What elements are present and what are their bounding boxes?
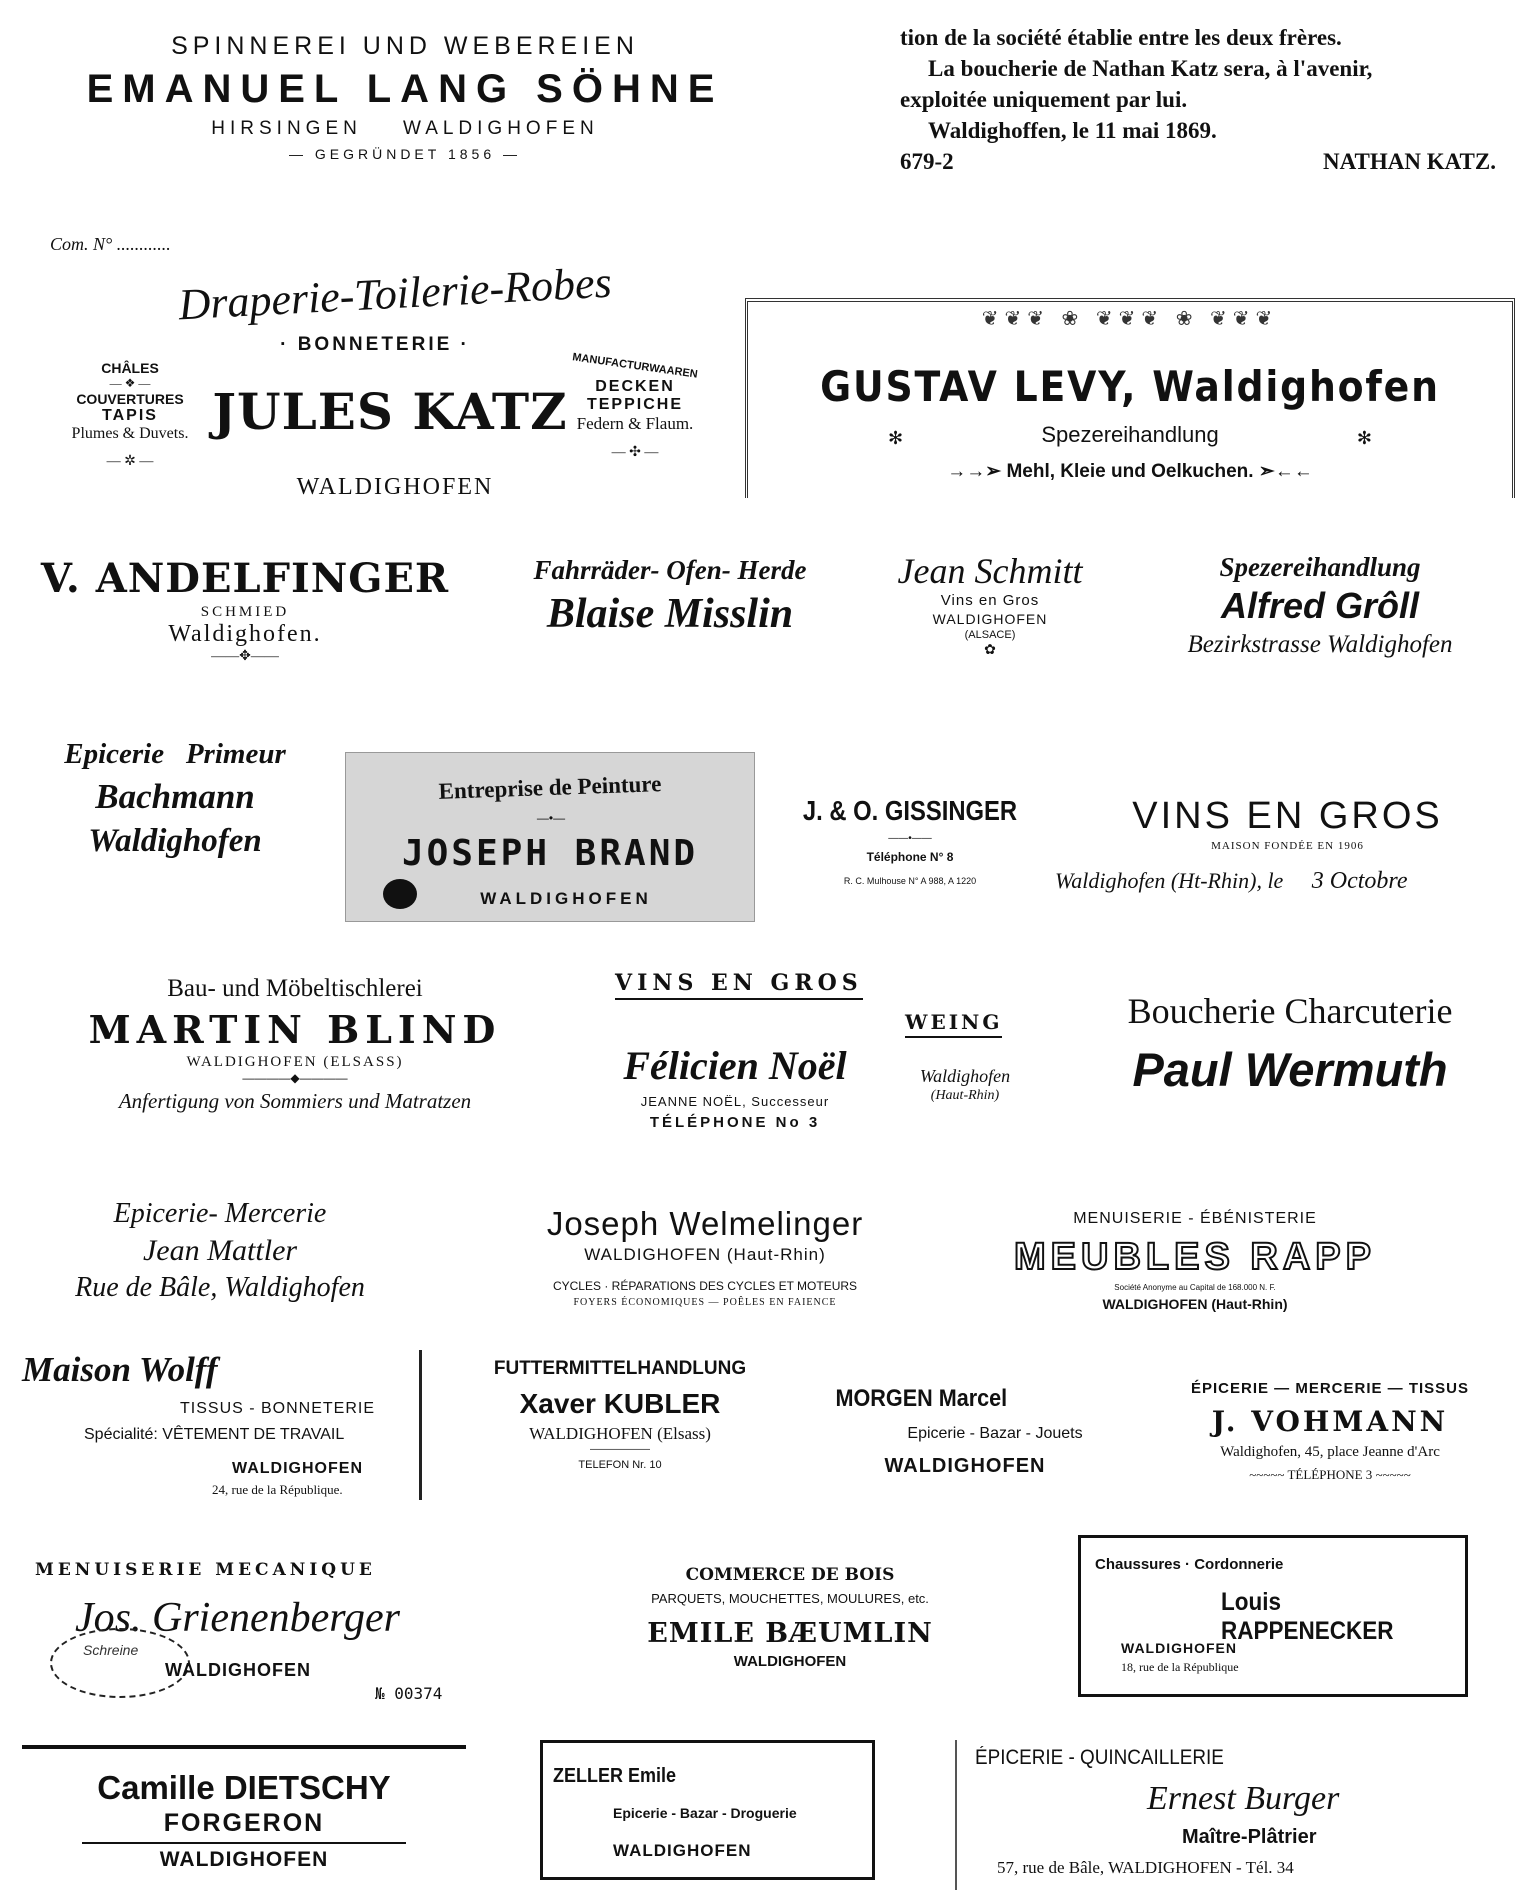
vohmann-phone-line: ~~~~~ TÉLÉPHONE 3 ~~~~~ bbox=[1249, 1467, 1411, 1482]
vohmann-phone: TÉLÉPHONE 3 bbox=[1287, 1467, 1373, 1482]
katz-notice bbox=[900, 22, 1520, 172]
gissinger-reg: R. C. Mulhouse N° A 988, A 1220 bbox=[843, 876, 977, 886]
letterhead-brand bbox=[345, 752, 755, 922]
blind-trade: Bau- und Möbeltischlerei bbox=[167, 975, 423, 1002]
grienenberger-city: WALDIGHOFEN bbox=[165, 1660, 311, 1680]
rapp-capital: Société Anonyme au Capital de 168.000 N. F. bbox=[1114, 1283, 1276, 1292]
brand-city: WALDIGHOFEN bbox=[480, 889, 652, 908]
blind-city: WALDIGHOFEN (ELSASS) bbox=[186, 1054, 404, 1070]
letterhead-ernest-burger bbox=[955, 1740, 1520, 1890]
rapp-trade: MENUISERIE - ÉBÉNISTERIE bbox=[1073, 1210, 1317, 1227]
letterhead-gissinger bbox=[770, 795, 1050, 905]
grienenberger-number: № 00374 bbox=[375, 1684, 443, 1703]
wolff-address: 24, rue de la République. bbox=[212, 1482, 343, 1497]
lang-founded: — GEGRÜNDET 1856 — bbox=[288, 146, 521, 162]
noel-name: Félicien Noël bbox=[623, 1043, 847, 1088]
letterhead-jean-mattler bbox=[30, 1198, 410, 1328]
baeumlin-name: EMILE BÆUMLIN bbox=[647, 1618, 933, 1649]
wermuth-trade: Boucherie Charcuterie bbox=[1127, 991, 1453, 1031]
letterhead-emanuel-lang bbox=[20, 28, 790, 178]
jules-ornament-r: — ✣ — bbox=[611, 445, 659, 460]
lang-places: HIRSINGEN WALDIGHOFEN bbox=[211, 118, 599, 139]
mattler-name: Jean Mattler bbox=[142, 1234, 298, 1267]
blind-note: Anfertigung von Sommiers und Matratzen bbox=[118, 1089, 472, 1113]
vohmann-trade: ÉPICERIE — MERCERIE — TISSUS bbox=[1190, 1380, 1470, 1397]
wermuth-name: Paul Wermuth bbox=[1132, 1043, 1448, 1096]
morgen-name: MORGEN Marcel bbox=[835, 1385, 1008, 1412]
baeumlin-trade: COMMERCE DE BOIS bbox=[685, 1565, 895, 1585]
jules-left4: Plumes & Duvets. bbox=[71, 425, 189, 442]
misslin-name: Blaise Misslin bbox=[546, 591, 794, 637]
wolff-city: WALDIGHOFEN bbox=[232, 1460, 363, 1477]
zeller-city: WALDIGHOFEN bbox=[613, 1841, 752, 1860]
jules-right-column bbox=[545, 351, 725, 461]
andelfinger-trade: SCHMIED bbox=[200, 604, 290, 620]
schmitt-city: WALDIGHOFEN bbox=[932, 611, 1048, 627]
letterhead-groll bbox=[1130, 552, 1510, 692]
letterhead-morgen-marcel bbox=[800, 1385, 1130, 1495]
letterhead-felicien-noel bbox=[615, 970, 1035, 1140]
levy-top-ornament: ❦❦❦ ❀ ❦❦❦ ❀ ❦❦❦ bbox=[981, 308, 1279, 330]
rappenecker-name: Louis RAPPENECKER bbox=[1221, 1588, 1394, 1645]
schmitt-region: (ALSACE) bbox=[964, 629, 1016, 641]
levy-star-left: ✻ bbox=[888, 428, 904, 448]
letterhead-emile-baeumlin bbox=[600, 1565, 980, 1705]
dietschy-rule bbox=[82, 1842, 406, 1844]
welmelinger-line1: CYCLES · RÉPARATIONS DES CYCLES ET MOTEURS bbox=[552, 1279, 858, 1293]
letterhead-vins-en-gros bbox=[1055, 795, 1520, 920]
schmitt-name: Jean Schmitt bbox=[897, 551, 1083, 591]
kubler-name: Xaver KUBLER bbox=[519, 1388, 721, 1419]
gissinger-name: J. & O. GISSINGER bbox=[802, 795, 1018, 826]
burger-address: 57, rue de Bâle, WALDIGHOFEN - Tél. 34 bbox=[997, 1858, 1294, 1877]
welmelinger-city: WALDIGHOFEN (Haut-Rhin) bbox=[584, 1245, 826, 1264]
lang-top-line: SPINNEREI UND WEBEREIEN bbox=[171, 32, 639, 60]
rapp-city: WALDIGHOFEN (Haut-Rhin) bbox=[1102, 1296, 1288, 1312]
letterhead-vohmann bbox=[1145, 1380, 1515, 1500]
welmelinger-name: Joseph Welmelinger bbox=[546, 1205, 864, 1242]
jules-city: WALDIGHOFEN bbox=[296, 474, 494, 500]
dietschy-trade: FORGERON bbox=[163, 1809, 325, 1837]
jules-company-name: JULES KATZ bbox=[212, 382, 568, 441]
wolff-trade: TISSUS - BONNETERIE bbox=[180, 1400, 376, 1417]
grienenberger-trade: MENUISERIE MECANIQUE bbox=[35, 1560, 376, 1580]
kubler-trade: FUTTERMITTELHANDLUNG bbox=[493, 1358, 747, 1379]
jules-left-column bbox=[45, 360, 215, 470]
jules-com-no: Com. N° ............ bbox=[50, 234, 171, 254]
burger-name: Ernest Burger bbox=[1147, 1780, 1340, 1817]
zeller-trade: Epicerie - Bazar - Droguerie bbox=[613, 1805, 797, 1821]
andelfinger-name: V. ANDELFINGER bbox=[40, 555, 450, 602]
jules-left3: TAPIS bbox=[102, 407, 158, 424]
jules-right2: DECKEN bbox=[595, 378, 675, 395]
vins-place: Waldighofen (Ht-Rhin), le bbox=[1055, 868, 1284, 893]
burger-trade: ÉPICERIE - QUINCAILLERIE bbox=[975, 1746, 1224, 1769]
letterhead-paul-wermuth bbox=[1060, 990, 1520, 1120]
bachmann-trade: Epicerie Primeur bbox=[64, 738, 286, 770]
jules-subtitle: · BONNETERIE · bbox=[280, 334, 470, 355]
levy-company-name: GUSTAV LEVY, Waldighofen bbox=[820, 362, 1440, 411]
dietschy-city: WALDIGHOFEN bbox=[159, 1848, 329, 1871]
katz-notice-ref: 679-2 bbox=[900, 149, 954, 174]
levy-star-right: ✻ bbox=[1356, 428, 1372, 448]
letterhead-maison-wolff bbox=[22, 1350, 422, 1500]
wolff-special: Spécialité: VÊTEMENT DE TRAVAIL bbox=[84, 1426, 345, 1443]
rappenecker-trade: Chaussures · Cordonnerie bbox=[1095, 1556, 1284, 1573]
letterhead-camille-dietschy bbox=[22, 1745, 466, 1880]
letterhead-andelfinger bbox=[25, 555, 465, 695]
letterhead-bachmann bbox=[20, 738, 330, 898]
jules-right4: Federn & Flaum. bbox=[576, 414, 694, 433]
jules-left1: CHÂLES bbox=[101, 360, 159, 376]
blind-company-name: MARTIN BLIND bbox=[88, 1007, 502, 1052]
noel-successor: JEANNE NOËL, Successeur bbox=[640, 1094, 830, 1109]
kubler-phone: TELEFON Nr. 10 bbox=[578, 1459, 662, 1471]
groll-trade: Spezereihandlung bbox=[1219, 552, 1421, 582]
andelfinger-city: Waldighofen. bbox=[168, 621, 322, 647]
noel-title: VINS EN GROS bbox=[615, 970, 863, 1000]
gissinger-phone: Téléphone N° 8 bbox=[866, 850, 954, 864]
vins-title: VINS EN GROS bbox=[1132, 795, 1443, 837]
mattler-address: Rue de Bâle, Waldighofen bbox=[75, 1272, 365, 1303]
vins-founded: MAISON FONDÉE EN 1906 bbox=[1211, 840, 1364, 852]
zeller-name: ZELLER Emile bbox=[553, 1765, 677, 1787]
welmelinger-line2: FOYERS ÉCONOMIQUES — POÊLES EN FAIENCE bbox=[573, 1297, 837, 1308]
letterhead-rappenecker bbox=[1078, 1535, 1468, 1697]
katz-notice-line4: Waldighoffen, le 11 mai 1869. bbox=[928, 118, 1217, 143]
letterhead-misslin bbox=[490, 555, 850, 665]
levy-goods-text: Mehl, Kleie und Oelkuchen. bbox=[1006, 461, 1254, 482]
schmitt-ornament: ✿ bbox=[984, 641, 996, 657]
schmitt-trade: Vins en Gros bbox=[940, 592, 1040, 609]
baeumlin-goods: PARQUETS, MOUCHETTES, MOULURES, etc. bbox=[651, 1591, 929, 1606]
katz-notice-line2: La boucherie de Nathan Katz sera, à l'avenir, bbox=[928, 56, 1373, 81]
noel-phone: TÉLÉPHONE No 3 bbox=[649, 1114, 821, 1131]
letterhead-xaver-kubler bbox=[470, 1358, 770, 1508]
jules-com-no-text: Com. N° bbox=[50, 234, 113, 254]
blind-divider: ————◆———— bbox=[242, 1071, 348, 1085]
jules-title: Draperie-Toilerie-Robes bbox=[177, 257, 613, 330]
katz-notice-footer bbox=[900, 146, 1520, 177]
katz-notice-signature: NATHAN KATZ. bbox=[1323, 149, 1496, 174]
grienenberger-name: Jos. Grienenberger bbox=[75, 1595, 401, 1641]
vohmann-name: J. VOHMANN bbox=[1211, 1405, 1449, 1438]
letterhead-martin-blind bbox=[25, 975, 565, 1145]
jules-left2: COUVERTURES bbox=[76, 391, 184, 407]
brand-divider: —•— bbox=[536, 811, 566, 825]
rappenecker-address: 18, rue de la République bbox=[1121, 1660, 1239, 1674]
misslin-trade: Fahrräder- Ofen- Herde bbox=[533, 555, 807, 585]
baeumlin-city: WALDIGHOFEN bbox=[733, 1653, 847, 1670]
burger-title: Maître-Plâtrier bbox=[1182, 1826, 1317, 1848]
noel-city: Waldighofen bbox=[919, 1066, 1011, 1086]
katz-notice-line1: tion de la société établie entre les deux frères. bbox=[900, 25, 1342, 50]
letterhead-gustav-levy bbox=[745, 298, 1515, 498]
rappenecker-city: WALDIGHOFEN bbox=[1121, 1640, 1237, 1656]
brand-company-name: JOSEPH BRAND bbox=[401, 833, 699, 874]
kubler-divider: —————— bbox=[590, 1444, 650, 1455]
rapp-name: MEUBLES RAPP bbox=[1014, 1236, 1376, 1278]
groll-name: Alfred Grôll bbox=[1220, 585, 1420, 626]
katz-notice-line3: exploitée uniquement par lui. bbox=[900, 87, 1188, 112]
letterhead-grienenberger bbox=[35, 1560, 505, 1710]
vins-date: 3 Octobre bbox=[1311, 868, 1408, 894]
vins-date-line bbox=[1055, 868, 1520, 895]
noel-region: (Haut-Rhin) bbox=[930, 1088, 1000, 1103]
wolff-name: Maison Wolff bbox=[22, 1350, 218, 1389]
jules-right1: MANUFACTURWAAREN bbox=[571, 351, 699, 381]
letterhead-zeller-emile bbox=[540, 1740, 875, 1880]
letterhead-jules-katz bbox=[45, 230, 705, 510]
kubler-city: WALDIGHOFEN (Elsass) bbox=[529, 1424, 711, 1443]
jules-right3: TEPPICHE bbox=[586, 396, 683, 413]
mattler-trade: Epicerie- Mercerie bbox=[113, 1198, 327, 1229]
levy-trade: Spezereihandlung bbox=[1041, 422, 1219, 447]
letterhead-meubles-rapp bbox=[985, 1210, 1405, 1330]
letterhead-welmelinger bbox=[490, 1205, 920, 1335]
vohmann-address: Waldighofen, 45, place Jeanne d'Arc bbox=[1220, 1444, 1440, 1460]
letterhead-schmitt bbox=[870, 550, 1110, 690]
lang-founded-text: GEGRÜNDET 1856 bbox=[314, 146, 496, 162]
jules-ornament-l1: — ❖ — bbox=[109, 376, 151, 390]
levy-goods: →→➢ Mehl, Kleie und Oelkuchen. ➣←← bbox=[947, 461, 1313, 482]
morgen-trade: Epicerie - Bazar - Jouets bbox=[907, 1425, 1083, 1442]
lang-company-name: EMANUEL LANG SÖHNE bbox=[86, 67, 724, 111]
jules-ornament-l2: — ✲ — bbox=[106, 454, 154, 469]
bachmann-name: Bachmann bbox=[95, 777, 255, 816]
dietschy-name: Camille DIETSCHY bbox=[97, 1769, 391, 1806]
gissinger-divider: ——•—— bbox=[888, 833, 932, 844]
noel-weing: WEING bbox=[905, 1010, 1002, 1038]
morgen-city: WALDIGHOFEN bbox=[884, 1455, 1046, 1477]
bachmann-city: Waldighofen bbox=[88, 823, 262, 859]
andelfinger-ornament: ——✥—— bbox=[211, 649, 279, 664]
grienenberger-stamp-text: Schreine bbox=[83, 1642, 139, 1658]
brand-trade: Entreprise de Peinture bbox=[438, 771, 662, 804]
groll-address: Bezirkstrasse Waldighofen bbox=[1187, 631, 1453, 658]
